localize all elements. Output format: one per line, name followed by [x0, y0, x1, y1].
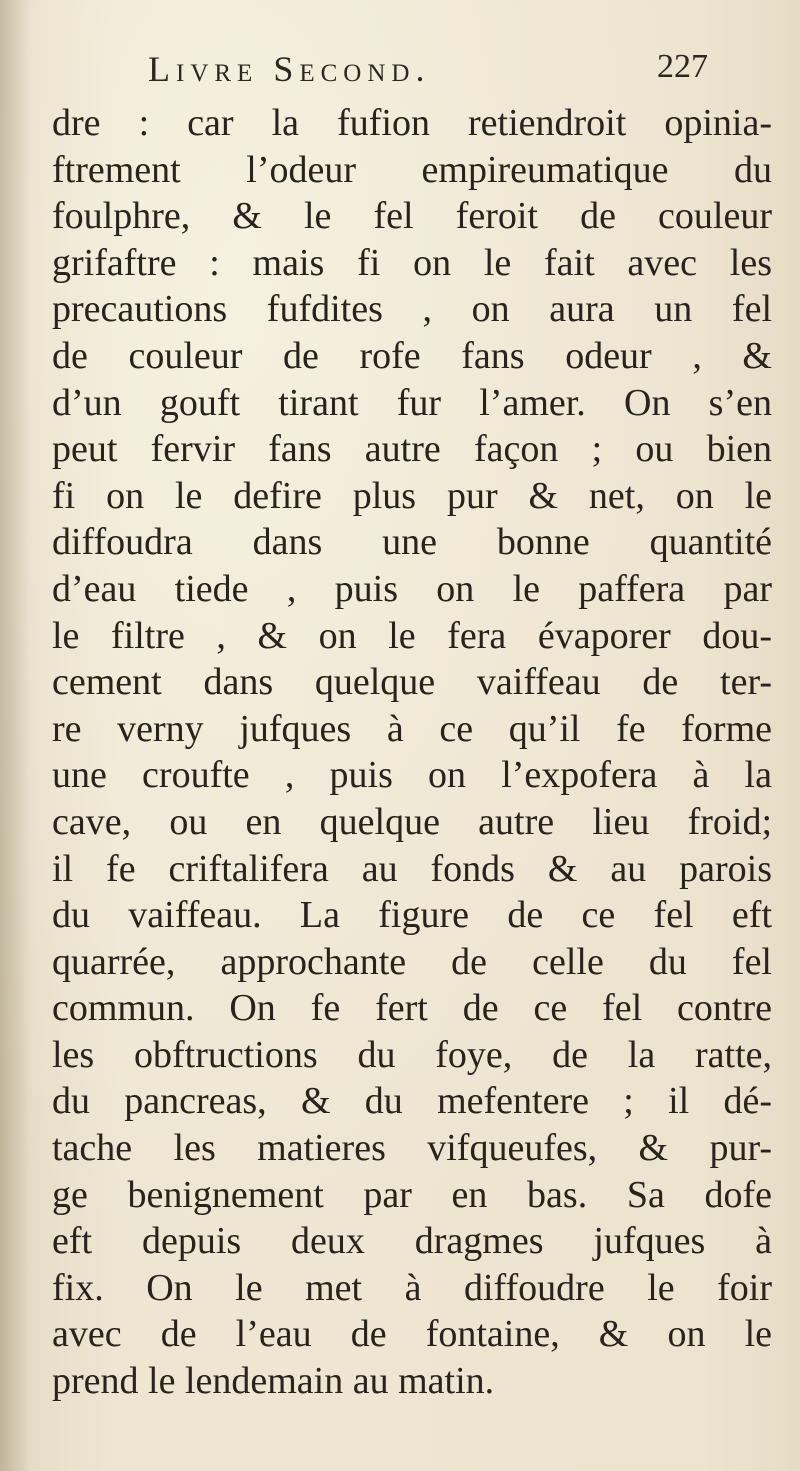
text-line: tache les matieres vifqueufes, & pur-	[52, 1127, 772, 1170]
text-line: d’un gouft tirant fur l’amer. On s’en	[52, 381, 772, 424]
text-line: une croufte , puis on l’expofera à la	[52, 754, 772, 797]
text-line: dre : car la fufion retiendroit opinia-	[52, 102, 772, 144]
page-number: 227	[657, 48, 708, 85]
text-line: le filtre , & on le fera évaporer dou-	[52, 614, 772, 657]
text-line: du pancreas, & du mefentere ; il dé-	[52, 1080, 772, 1123]
text-line: d’eau tiede , puis on le paffera par	[52, 567, 772, 610]
text-line: les obftructions du foye, de la ratte,	[52, 1033, 772, 1076]
text-line: du vaiffeau. La figure de ce fel eft	[52, 894, 772, 937]
text-line: peut fervir fans autre façon ; ou bien	[52, 428, 772, 471]
text-line-last: prend le lendemain au matin.	[52, 1360, 495, 1403]
text-line: precautions fufdites , on aura un fel	[52, 288, 772, 331]
text-line: diffoudra dans une bonne quantité	[52, 521, 772, 564]
text-line: commun. On fe fert de ce fel contre	[52, 987, 772, 1030]
text-line: de couleur de rofe fans odeur , &	[52, 334, 772, 377]
text-line: cave, ou en quelque autre lieu froid;	[52, 800, 772, 843]
text-line: cement dans quelque vaiffeau de ter-	[52, 661, 772, 704]
text-line: eft depuis deux dragmes jufques à	[52, 1220, 772, 1263]
text-line: ge benignement par en bas. Sa dofe	[52, 1173, 772, 1216]
text-line: grifaftre : mais fi on le fait avec les	[52, 241, 772, 284]
text-line: re verny jufques à ce qu’il fe forme	[52, 707, 772, 750]
text-line: fix. On le met à diffoudre le foir	[52, 1266, 772, 1309]
text-line: foulphre, & le fel feroit de couleur	[52, 195, 772, 238]
body-text	[52, 100, 772, 1405]
text-line: avec de l’eau de fontaine, & on le	[52, 1313, 772, 1356]
text-line: ftrement l’odeur empireumatique du	[52, 148, 772, 191]
page-header	[148, 48, 708, 98]
text-line: il fe criftalifera au fonds & au parois	[52, 847, 772, 890]
gutter-shadow	[0, 0, 30, 1471]
text-line: quarrée, approchante de celle du fel	[52, 940, 772, 983]
text-line: fi on le defire plus pur & net, on le	[52, 474, 772, 517]
running-title: Livre Second.	[148, 49, 431, 89]
